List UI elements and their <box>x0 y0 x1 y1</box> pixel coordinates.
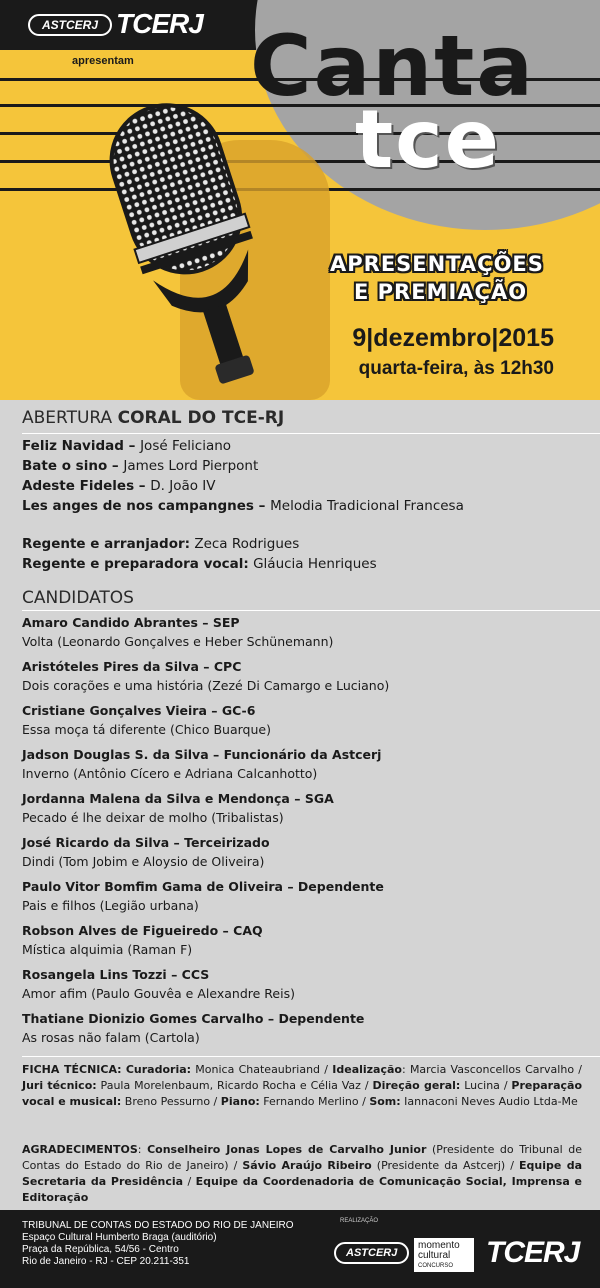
candidate-name: Jadson Douglas S. da Silva – Funcionário da Astcerj <box>22 747 382 762</box>
opening-song: Feliz Navidad – José Feliciano <box>22 438 232 454</box>
candidate-name: Cristiane Gonçalves Vieira – GC-6 <box>22 703 256 718</box>
astcerj-logo: ASTCERJ <box>28 14 112 36</box>
tcerj-logo: TCERJ <box>116 8 203 39</box>
candidate-song: Pais e filhos (Legião urbana) <box>22 898 199 913</box>
astcerj-footer-logo: ASTCERJ <box>334 1242 409 1264</box>
opening-song: Les anges de nos campangnes – Melodia Tradicional Francesa <box>22 498 464 514</box>
candidate-name: José Ricardo da Silva – Terceirizado <box>22 835 270 850</box>
hero-banner <box>0 0 600 400</box>
momento-cultural-logo: momento cultural CONCURSO <box>414 1238 474 1272</box>
opening-credit: Regente e preparadora vocal: Gláucia Henriques <box>22 556 377 572</box>
candidate-name: Robson Alves de Figueiredo – CAQ <box>22 923 263 938</box>
event-date: 9|dezembro|2015 <box>352 324 554 352</box>
realization-label: REALIZAÇÃO <box>340 1218 379 1224</box>
candidate-name: Amaro Candido Abrantes – SEP <box>22 615 240 630</box>
candidate-song: Dois corações e uma história (Zezé Di Camargo e Luciano) <box>22 678 390 693</box>
event-title-tce: tce <box>355 93 501 186</box>
candidate-song: Amor afim (Paulo Gouvêa e Alexandre Reis) <box>22 986 295 1001</box>
subtitle-line-1: APRESENTAÇÕES <box>330 252 544 276</box>
microphone-icon <box>70 80 320 400</box>
section-divider <box>22 433 600 434</box>
candidate-song: Inverno (Antônio Cícero e Adriana Calcanhotto) <box>22 766 318 781</box>
footer <box>0 1210 600 1288</box>
candidate-song: Pecado é lhe deixar de molho (Tribalistas) <box>22 810 284 825</box>
opening-label: ABERTURA <box>22 408 113 428</box>
opening-song: Adeste Fideles – D. João IV <box>22 478 216 494</box>
candidate-song: Volta (Leonardo Gonçalves e Heber Schünemann) <box>22 634 334 649</box>
acknowledgements: AGRADECIMENTOS: Conselheiro Jonas Lopes de Carvalho Junior (Presidente do Tribunal de Contas do Estado do Rio de Janeiro) / Sávio Araújo Ribeiro (Presidente da Astcerj) / Equipe da Secretaria da Presidência / Equipe da Coordenadoria de Comunicação Social, Imprensa e Editoração <box>22 1143 582 1204</box>
candidate-name: Rosangela Lins Tozzi – CCS <box>22 967 210 982</box>
opening-credit: Regente e arranjador: Zeca Rodrigues <box>22 536 300 552</box>
opening-group: CORAL DO TCE-RJ <box>117 408 285 428</box>
subtitle-line-2: E PREMIAÇÃO <box>354 280 528 304</box>
candidate-name: Thatiane Dionizio Gomes Carvalho – Dependente <box>22 1011 365 1026</box>
candidates-heading: CANDIDATOS <box>22 588 134 608</box>
technical-credits: FICHA TÉCNICA: Curadoria: Monica Chateaubriand / Idealização: Marcia Vasconcellos Carvalho / Juri técnico: Paula Morelenbaum, Ricardo Rocha e Célia Vaz / Direção geral: Lucina / Preparação vocal e musical: Breno Pessurno / Piano: Fernando Merlino / Som: Iannaconi Neves Audio Ltda-Me <box>22 1063 583 1108</box>
tcerj-footer-logo: TCERJ <box>486 1236 580 1269</box>
candidate-name: Aristóteles Pires da Silva – CPC <box>22 659 242 674</box>
opening-heading <box>22 408 284 428</box>
candidate-song: Dindi (Tom Jobim e Aloysio de Oliveira) <box>22 854 265 869</box>
section-divider <box>22 1056 600 1057</box>
venue-address: TRIBUNAL DE CONTAS DO ESTADO DO RIO DE JANEIRO Espaço Cultural Humberto Braga (auditório) Praça da República, 54/56 - Centro Rio de Janeiro - RJ - CEP 20.211-351 <box>22 1220 294 1267</box>
program-panel <box>0 400 600 1210</box>
candidate-name: Jordanna Malena da Silva e Mendonça – SGA <box>22 791 334 806</box>
candidate-song: Essa moça tá diferente (Chico Buarque) <box>22 722 271 737</box>
presents-label: apresentam <box>72 55 134 67</box>
candidate-song: As rosas não falam (Cartola) <box>22 1030 200 1045</box>
event-title-canta: Canta <box>250 17 535 115</box>
candidate-song: Mística alquimia (Raman F) <box>22 942 193 957</box>
opening-song: Bate o sino – James Lord Pierpont <box>22 458 259 474</box>
event-weekday-time: quarta-feira, às 12h30 <box>358 358 554 379</box>
section-divider <box>22 610 600 611</box>
candidate-name: Paulo Vitor Bomfim Gama de Oliveira – Dependente <box>22 879 384 894</box>
